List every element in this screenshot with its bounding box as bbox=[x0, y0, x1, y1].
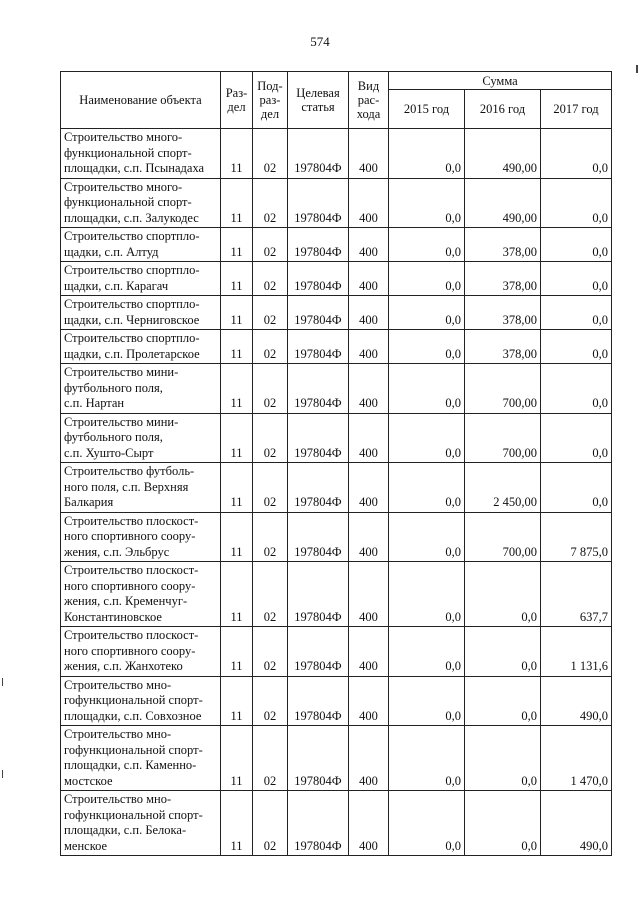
expense-type-cell: 400 bbox=[349, 562, 389, 627]
sum-2016-cell: 378,00 bbox=[465, 296, 541, 330]
sum-2017-cell: 7 875,0 bbox=[541, 512, 612, 562]
object-name-cell: Строительство мини- футбольного поля, с.п. Хушто-Сырт bbox=[61, 413, 221, 463]
expense-type-cell: 400 bbox=[349, 330, 389, 364]
budget-table bbox=[60, 71, 612, 856]
podrazdel-cell: 02 bbox=[253, 791, 288, 856]
razdel-cell: 11 bbox=[221, 676, 253, 726]
razdel-cell: 11 bbox=[221, 463, 253, 513]
target-article-cell: 197804Ф bbox=[288, 330, 349, 364]
expense-type-cell: 400 bbox=[349, 228, 389, 262]
sum-2016-cell: 0,0 bbox=[465, 627, 541, 677]
expense-type-cell: 400 bbox=[349, 413, 389, 463]
header-target-article: Целевая статья bbox=[288, 72, 349, 129]
sum-2016-cell: 0,0 bbox=[465, 791, 541, 856]
sum-2015-cell: 0,0 bbox=[389, 129, 465, 179]
sum-2017-cell: 490,0 bbox=[541, 676, 612, 726]
sum-2015-cell: 0,0 bbox=[389, 676, 465, 726]
expense-type-cell: 400 bbox=[349, 262, 389, 296]
object-name-cell: Строительство спортпло- щадки, с.п. Алтуд bbox=[61, 228, 221, 262]
target-article-cell: 197804Ф bbox=[288, 726, 349, 791]
target-article-cell: 197804Ф bbox=[288, 178, 349, 228]
table-row bbox=[61, 512, 612, 562]
sum-2016-cell: 700,00 bbox=[465, 512, 541, 562]
header-sum: Сумма bbox=[389, 72, 612, 90]
target-article-cell: 197804Ф bbox=[288, 562, 349, 627]
sum-2017-cell: 0,0 bbox=[541, 463, 612, 513]
razdel-cell: 11 bbox=[221, 726, 253, 791]
podrazdel-cell: 02 bbox=[253, 364, 288, 414]
header-year-2016: 2016 год bbox=[465, 90, 541, 129]
object-name-cell: Строительство много- функциональной спорт- площадки, с.п. Залукодес bbox=[61, 178, 221, 228]
sum-2017-cell: 0,0 bbox=[541, 330, 612, 364]
target-article-cell: 197804Ф bbox=[288, 129, 349, 179]
scan-edge-mark bbox=[2, 770, 3, 778]
sum-2016-cell: 0,0 bbox=[465, 726, 541, 791]
sum-2017-cell: 0,0 bbox=[541, 178, 612, 228]
razdel-cell: 11 bbox=[221, 413, 253, 463]
podrazdel-cell: 02 bbox=[253, 512, 288, 562]
table-row bbox=[61, 413, 612, 463]
razdel-cell: 11 bbox=[221, 178, 253, 228]
razdel-cell: 11 bbox=[221, 330, 253, 364]
sum-2015-cell: 0,0 bbox=[389, 627, 465, 677]
header-year-2015: 2015 год bbox=[389, 90, 465, 129]
sum-2015-cell: 0,0 bbox=[389, 262, 465, 296]
target-article-cell: 197804Ф bbox=[288, 364, 349, 414]
target-article-cell: 197804Ф bbox=[288, 296, 349, 330]
podrazdel-cell: 02 bbox=[253, 178, 288, 228]
razdel-cell: 11 bbox=[221, 129, 253, 179]
podrazdel-cell: 02 bbox=[253, 129, 288, 179]
target-article-cell: 197804Ф bbox=[288, 791, 349, 856]
sum-2016-cell: 490,00 bbox=[465, 129, 541, 179]
sum-2015-cell: 0,0 bbox=[389, 413, 465, 463]
razdel-cell: 11 bbox=[221, 364, 253, 414]
table-row bbox=[61, 178, 612, 228]
target-article-cell: 197804Ф bbox=[288, 512, 349, 562]
expense-type-cell: 400 bbox=[349, 178, 389, 228]
target-article-cell: 197804Ф bbox=[288, 627, 349, 677]
scan-edge-mark bbox=[2, 678, 3, 686]
razdel-cell: 11 bbox=[221, 262, 253, 296]
table-row bbox=[61, 364, 612, 414]
object-name-cell: Строительство плоскост- ного спортивного соору- жения, с.п. Кременчуг- Константиновское bbox=[61, 562, 221, 627]
table-row bbox=[61, 676, 612, 726]
header-year-2017: 2017 год bbox=[541, 90, 612, 129]
header-object-name: Наименование объекта bbox=[61, 72, 221, 129]
razdel-cell: 11 bbox=[221, 228, 253, 262]
object-name-cell: Строительство спортпло- щадки, с.п. Карагач bbox=[61, 262, 221, 296]
sum-2016-cell: 490,00 bbox=[465, 178, 541, 228]
sum-2017-cell: 637,7 bbox=[541, 562, 612, 627]
object-name-cell: Строительство спортпло- щадки, с.п. Пролетарское bbox=[61, 330, 221, 364]
podrazdel-cell: 02 bbox=[253, 413, 288, 463]
podrazdel-cell: 02 bbox=[253, 562, 288, 627]
podrazdel-cell: 02 bbox=[253, 228, 288, 262]
expense-type-cell: 400 bbox=[349, 463, 389, 513]
object-name-cell: Строительство мно- гофункциональной спорт- площадки, с.п. Белока- менское bbox=[61, 791, 221, 856]
table-row bbox=[61, 463, 612, 513]
object-name-cell: Строительство плоскост- ного спортивного соору- жения, с.п. Жанхотеко bbox=[61, 627, 221, 677]
sum-2015-cell: 0,0 bbox=[389, 726, 465, 791]
podrazdel-cell: 02 bbox=[253, 262, 288, 296]
object-name-cell: Строительство плоскост- ного спортивного соору- жения, с.п. Эльбрус bbox=[61, 512, 221, 562]
sum-2017-cell: 0,0 bbox=[541, 413, 612, 463]
header-razdel: Раз- дел bbox=[221, 72, 253, 129]
sum-2015-cell: 0,0 bbox=[389, 512, 465, 562]
sum-2016-cell: 378,00 bbox=[465, 330, 541, 364]
sum-2017-cell: 490,0 bbox=[541, 791, 612, 856]
object-name-cell: Строительство спортпло- щадки, с.п. Черниговское bbox=[61, 296, 221, 330]
object-name-cell: Строительство мно- гофункциональной спорт- площадки, с.п. Каменно- мостское bbox=[61, 726, 221, 791]
sum-2017-cell: 0,0 bbox=[541, 262, 612, 296]
object-name-cell: Строительство мини- футбольного поля, с.п. Нартан bbox=[61, 364, 221, 414]
sum-2015-cell: 0,0 bbox=[389, 562, 465, 627]
sum-2017-cell: 0,0 bbox=[541, 129, 612, 179]
table-row bbox=[61, 726, 612, 791]
podrazdel-cell: 02 bbox=[253, 296, 288, 330]
razdel-cell: 11 bbox=[221, 627, 253, 677]
podrazdel-cell: 02 bbox=[253, 627, 288, 677]
table-row bbox=[61, 296, 612, 330]
sum-2016-cell: 0,0 bbox=[465, 562, 541, 627]
sum-2016-cell: 378,00 bbox=[465, 228, 541, 262]
table-row bbox=[61, 330, 612, 364]
sum-2015-cell: 0,0 bbox=[389, 791, 465, 856]
sum-2017-cell: 0,0 bbox=[541, 364, 612, 414]
sum-2017-cell: 1 131,6 bbox=[541, 627, 612, 677]
expense-type-cell: 400 bbox=[349, 676, 389, 726]
header-expense-type: Вид рас- хода bbox=[349, 72, 389, 129]
sum-2017-cell: 0,0 bbox=[541, 228, 612, 262]
podrazdel-cell: 02 bbox=[253, 726, 288, 791]
target-article-cell: 197804Ф bbox=[288, 262, 349, 296]
podrazdel-cell: 02 bbox=[253, 330, 288, 364]
sum-2015-cell: 0,0 bbox=[389, 330, 465, 364]
sum-2016-cell: 0,0 bbox=[465, 676, 541, 726]
target-article-cell: 197804Ф bbox=[288, 676, 349, 726]
razdel-cell: 11 bbox=[221, 296, 253, 330]
sum-2015-cell: 0,0 bbox=[389, 463, 465, 513]
expense-type-cell: 400 bbox=[349, 791, 389, 856]
sum-2016-cell: 2 450,00 bbox=[465, 463, 541, 513]
expense-type-cell: 400 bbox=[349, 129, 389, 179]
table-row bbox=[61, 791, 612, 856]
expense-type-cell: 400 bbox=[349, 627, 389, 677]
table-row bbox=[61, 228, 612, 262]
scan-edge-mark bbox=[636, 65, 638, 73]
header-podrazdel: Под- раз- дел bbox=[253, 72, 288, 129]
expense-type-cell: 400 bbox=[349, 364, 389, 414]
target-article-cell: 197804Ф bbox=[288, 228, 349, 262]
razdel-cell: 11 bbox=[221, 562, 253, 627]
sum-2015-cell: 0,0 bbox=[389, 228, 465, 262]
sum-2016-cell: 378,00 bbox=[465, 262, 541, 296]
table-row bbox=[61, 129, 612, 179]
expense-type-cell: 400 bbox=[349, 726, 389, 791]
sum-2015-cell: 0,0 bbox=[389, 296, 465, 330]
object-name-cell: Строительство мно- гофункциональной спорт- площадки, с.п. Совхозное bbox=[61, 676, 221, 726]
table-row bbox=[61, 562, 612, 627]
sum-2017-cell: 0,0 bbox=[541, 296, 612, 330]
sum-2015-cell: 0,0 bbox=[389, 178, 465, 228]
object-name-cell: Строительство много- функциональной спорт- площадки, с.п. Псынадаха bbox=[61, 129, 221, 179]
expense-type-cell: 400 bbox=[349, 512, 389, 562]
sum-2016-cell: 700,00 bbox=[465, 413, 541, 463]
podrazdel-cell: 02 bbox=[253, 676, 288, 726]
razdel-cell: 11 bbox=[221, 791, 253, 856]
expense-type-cell: 400 bbox=[349, 296, 389, 330]
table-row bbox=[61, 262, 612, 296]
object-name-cell: Строительство футболь- ного поля, с.п. Верхняя Балкария bbox=[61, 463, 221, 513]
page-number: 574 bbox=[310, 34, 330, 49]
podrazdel-cell: 02 bbox=[253, 463, 288, 513]
target-article-cell: 197804Ф bbox=[288, 413, 349, 463]
table-row bbox=[61, 627, 612, 677]
target-article-cell: 197804Ф bbox=[288, 463, 349, 513]
sum-2017-cell: 1 470,0 bbox=[541, 726, 612, 791]
table-body bbox=[61, 129, 612, 856]
sum-2015-cell: 0,0 bbox=[389, 364, 465, 414]
sum-2016-cell: 700,00 bbox=[465, 364, 541, 414]
table-header bbox=[61, 72, 612, 129]
razdel-cell: 11 bbox=[221, 512, 253, 562]
